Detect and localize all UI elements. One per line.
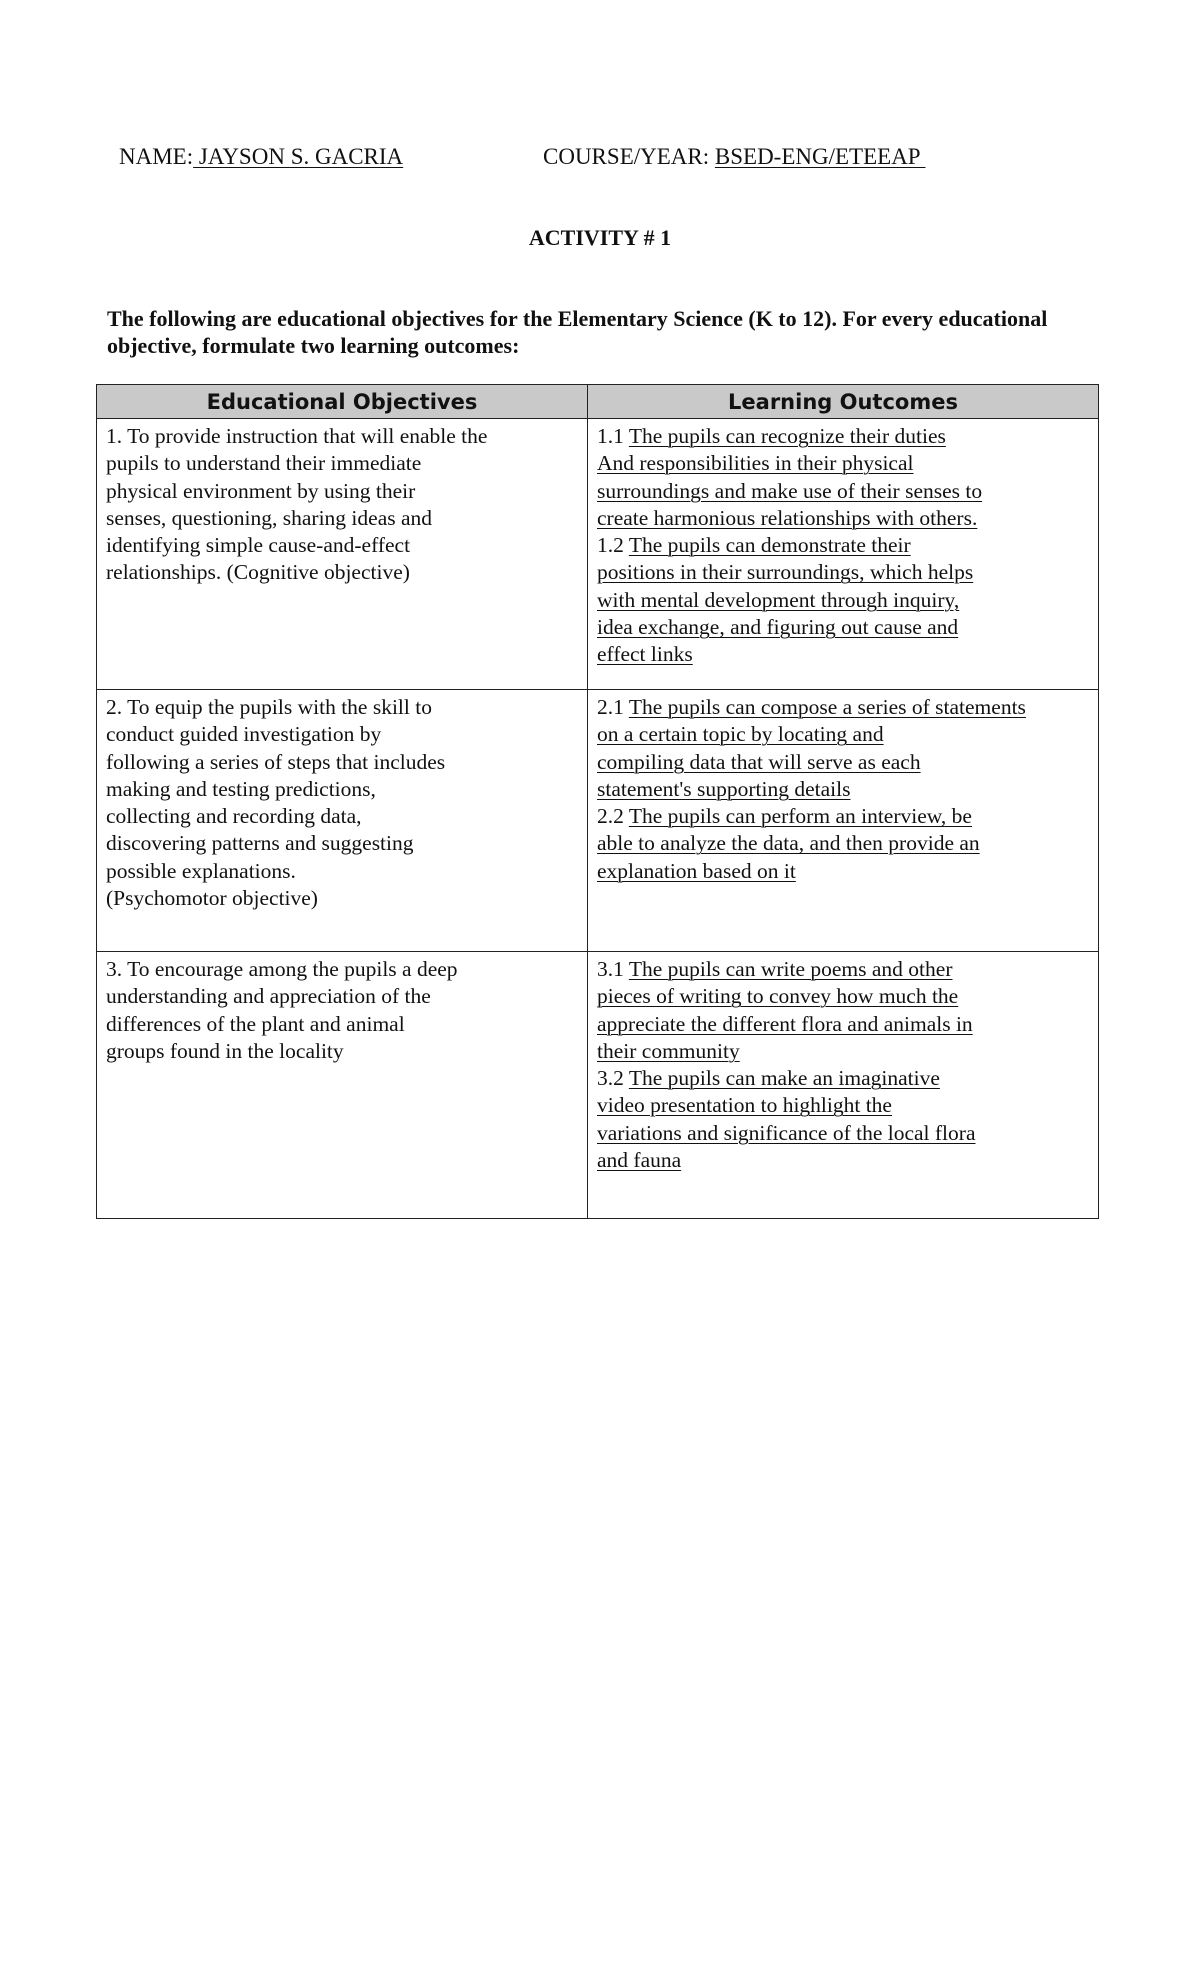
outcome-number: 3.1	[597, 957, 629, 981]
outcome-number: 1.2	[597, 533, 629, 558]
outcome-number: 2.2	[597, 804, 629, 829]
name-field	[119, 144, 403, 170]
outcome-text: The pupils can recognize their duties And responsibilities in their physical surroundings and make use of their senses to create harmonious relationships with others.	[597, 424, 983, 530]
outcomes-cell	[588, 690, 1099, 952]
instructions: The following are educational objectives for the Elementary Science (K to 12). For every educational objective, formulate two learning outcomes:	[107, 306, 1048, 358]
outcomes-cell	[588, 952, 1099, 1219]
objective-text: 1. To provide instruction that will enable the pupils to understand their immediate physical environment by using their senses, questioning, sharing ideas and identifying simple cause-and-effect relationships. (Cognitive objective)	[106, 424, 488, 585]
header-learning-outcomes: Learning Outcomes	[588, 385, 1099, 419]
table-row	[97, 419, 1099, 690]
name-label: NAME:	[119, 144, 194, 169]
outcome-text: The pupils can perform an interview, be able to analyze the data, and then provide an explanation based on it	[597, 804, 980, 883]
outcome-number: 2.1	[597, 695, 629, 719]
header-educational-objectives: Educational Objectives	[97, 385, 588, 419]
course-label: COURSE/YEAR:	[543, 144, 710, 169]
objective-text: 2. To equip the pupils with the skill to conduct guided investigation by following a series of steps that includes making and testing predictions, collecting and recording data, discovering patterns and suggesting possible explanations. (Psychomotor objective)	[106, 695, 446, 911]
outcomes-cell	[588, 419, 1099, 690]
outcome-text: The pupils can demonstrate their positions in their surroundings, which helps with mental development through inquiry, idea exchange, and figuring out cause and effect links	[597, 533, 974, 667]
outcome-text: The pupils can compose a series of statements on a certain topic by locating and compiling data that will serve as each statement's supporting details	[597, 695, 1026, 801]
outcome-text: The pupils can write poems and other pieces of writing to convey how much the appreciate the different flora and animals in their community	[597, 957, 973, 1063]
learning-outcome	[597, 803, 1090, 885]
outcome-number: 1.1	[597, 424, 629, 448]
table-header-row	[97, 385, 1099, 419]
course-value: BSED-ENG/ETEEAP	[714, 144, 926, 169]
activity-title: ACTIVITY # 1	[528, 225, 672, 250]
learning-outcome	[597, 532, 1090, 668]
learning-outcome	[597, 956, 1090, 1065]
learning-outcome	[597, 694, 1090, 803]
header-line	[119, 144, 1119, 174]
table-row	[97, 690, 1099, 952]
name-value: JAYSON S. GACRIA	[193, 144, 404, 169]
learning-outcome	[597, 1065, 1090, 1174]
objectives-table	[96, 384, 1099, 1219]
outcome-number: 3.2	[597, 1066, 629, 1091]
objective-cell	[97, 419, 588, 690]
objective-text: 3. To encourage among the pupils a deep understanding and appreciation of the differences of the plant and animal groups found in the locality	[106, 957, 458, 1063]
objective-cell	[97, 952, 588, 1219]
learning-outcome	[597, 423, 1090, 532]
objective-cell	[97, 690, 588, 952]
course-field	[543, 144, 926, 170]
outcome-text: The pupils can make an imaginative video presentation to highlight the variations and significance of the local flora and fauna	[597, 1066, 976, 1173]
table-row	[97, 952, 1099, 1219]
